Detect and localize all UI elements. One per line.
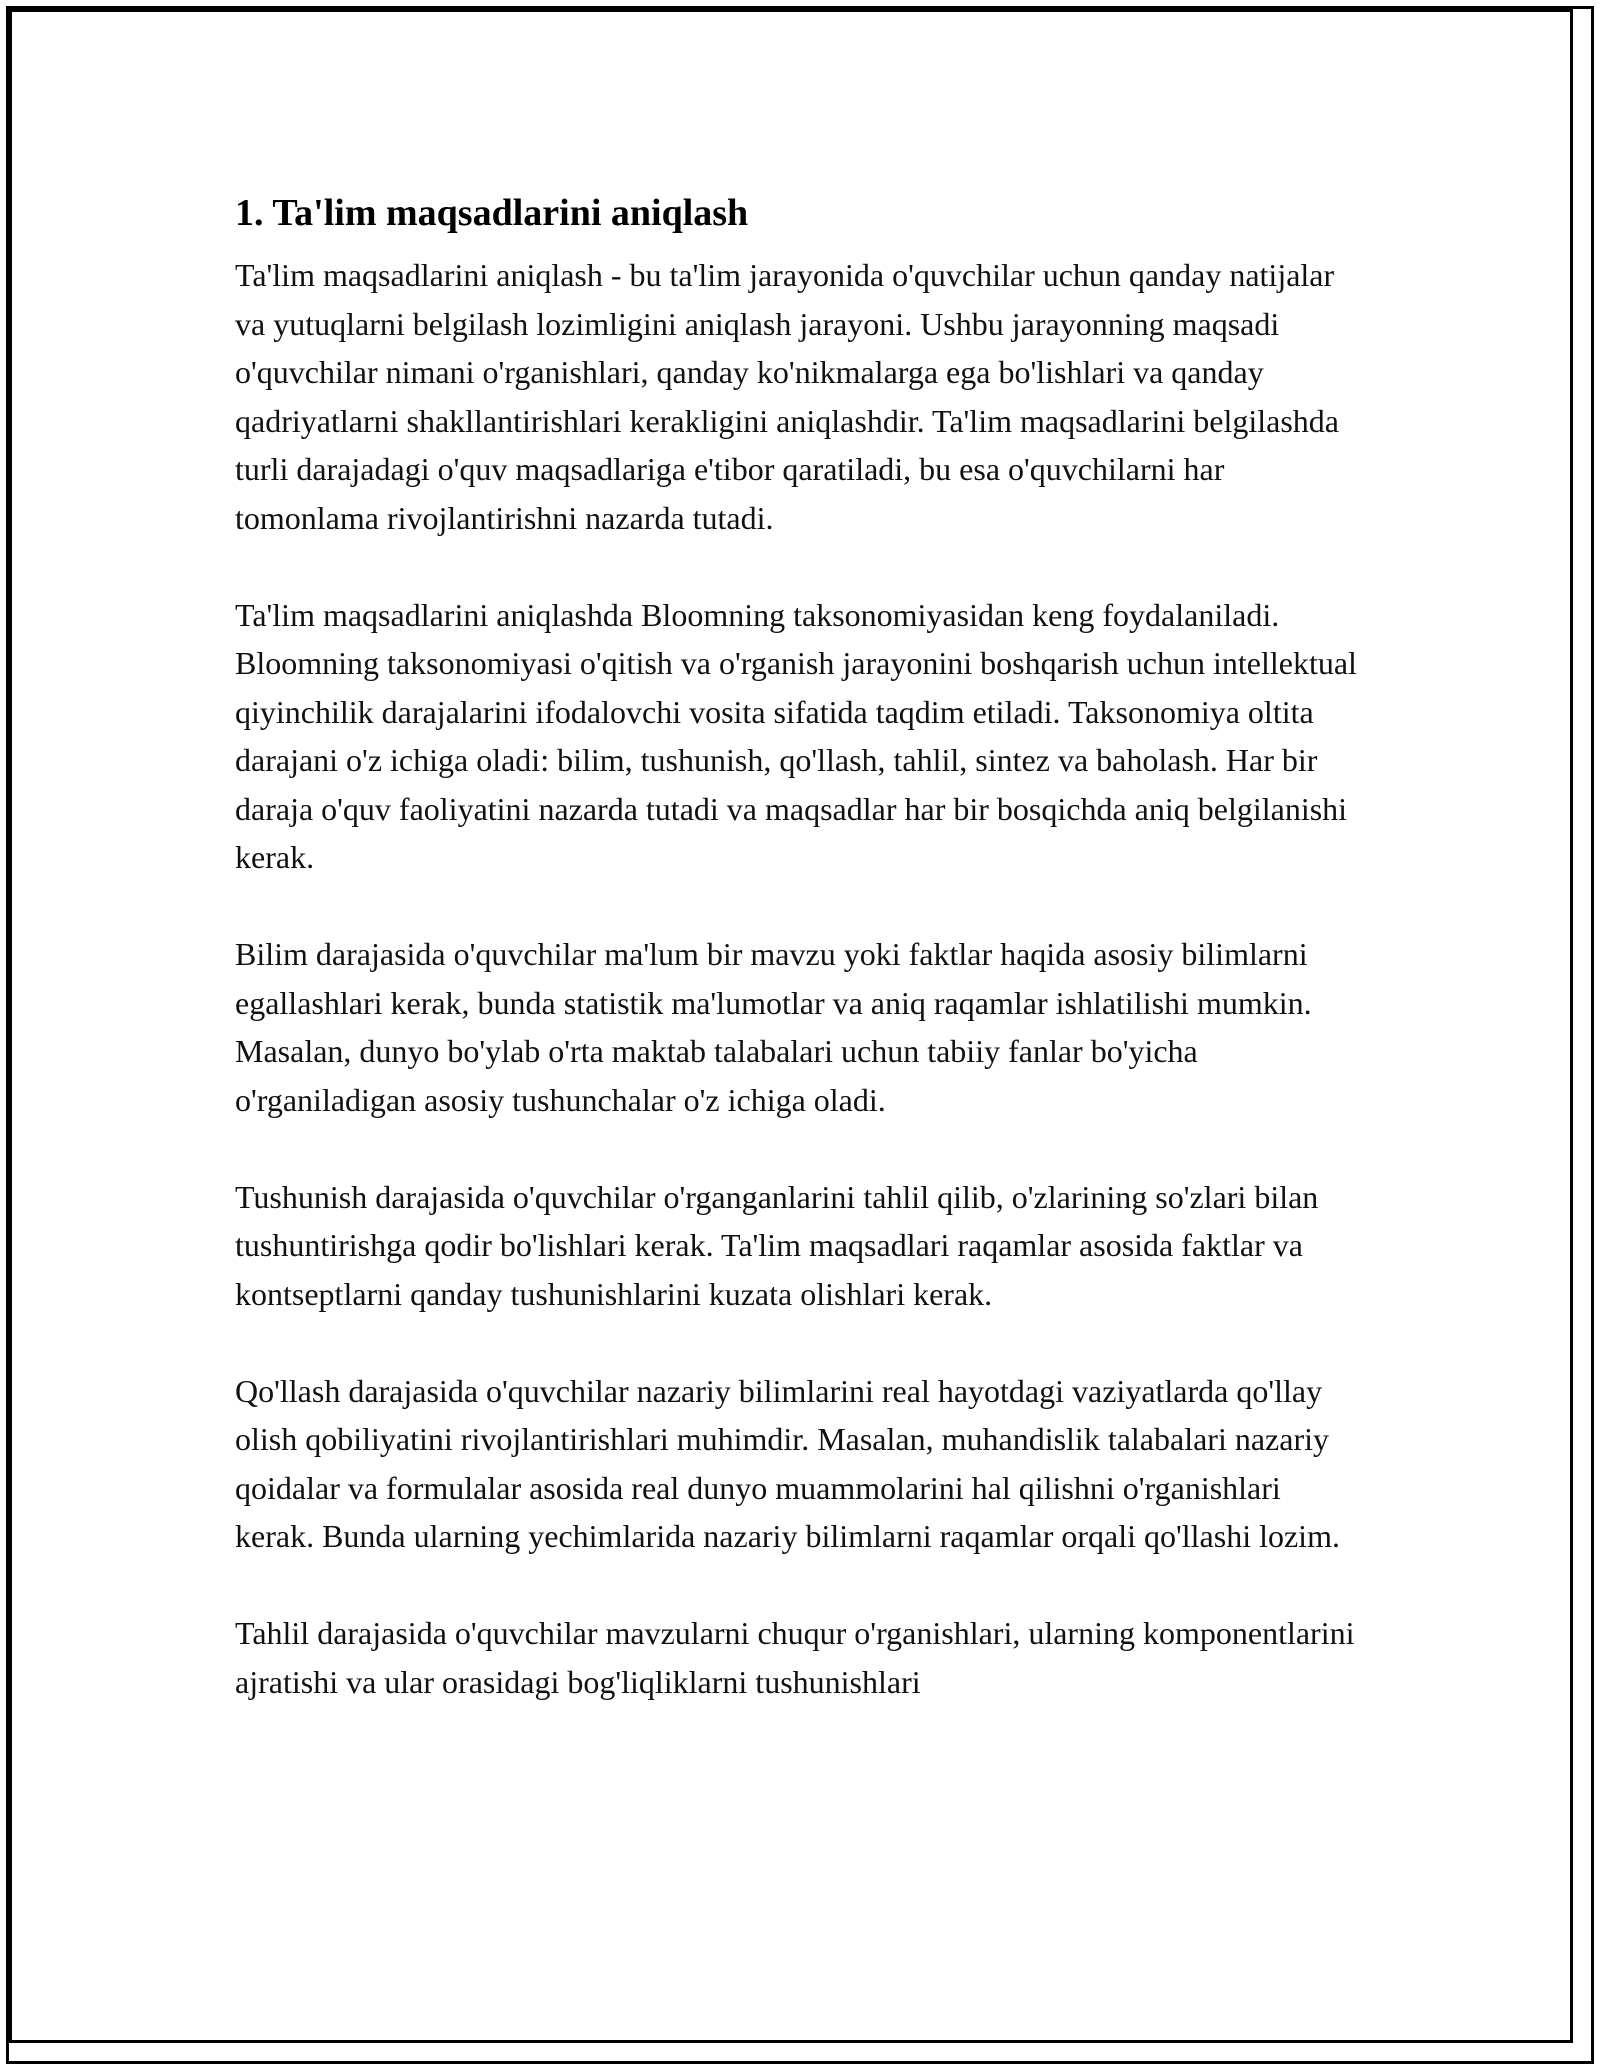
section-heading: 1. Ta'lim maqsadlarini aniqlash xyxy=(235,192,749,234)
paragraph-intro: Ta'lim maqsadlarini aniqlash - bu ta'lim jarayonida o'quvchilar uchun qanday natijalar va yutuqlarni belgilash lozimligini aniqlash jarayoni. Ushbu jarayonning maqsadi o'quvchilar nimani o'rganishlari, qanday ko'nikmalarga ega bo'lishlari va qanday qadriyatlarni shakllantirishlari kerakligini aniqlashdir. Ta'lim maqsadlarini belgilashda turli darajadagi o'quv maqsadlariga e'tibor qaratiladi, bu esa o'quvchilarni har tomonlama rivojlantirishni nazarda tutadi. xyxy=(235,257,1339,536)
paragraph-comprehension-level: Tushunish darajasida o'quvchilar o'rganganlarini tahlil qilib, o'zlarining so'zlari bilan tushuntirishga qodir bo'lishlari kerak. Ta'lim maqsadlari raqamlar asosida faktlar va kontseptlarni qanday tushunishlarini kuzata olishlari kerak. xyxy=(235,1178,1319,1312)
paragraph-bloom-taxonomy: Ta'lim maqsadlarini aniqlashda Bloomning taksonomiyasidan keng foydalaniladi. Bloomning taksonomiyasi o'qitish va o'rganish jarayonini boshqarish uchun intellektual qiyinchilik darajalarini ifodalovchi vosita sifatida taqdim etiladi. Taksonomiya oltita darajani o'z ichiga oladi: bilim, tushunish, qo'llash, tahlil, sintez va baholash. Har bir daraja o'quv faoliyatini nazarda tutadi va maqsadlar har bir bosqichda aniq belgilanishi kerak. xyxy=(235,596,1357,875)
paragraph-application-level: Qo'llash darajasida o'quvchilar nazariy bilimlarini real hayotdagi vaziyatlarda qo'llay olish qobiliyatini rivojlantirishlari muhimdir. Masalan, muhandislik talabalari nazariy qoidalar va formulalar asosida real dunyo muammolarini hal qilishni o'rganishlari kerak. Bunda ularning yechimlarida nazariy bilimlarni raqamlar orqali qo'llashi lozim. xyxy=(235,1372,1340,1554)
document-body xyxy=(235,185,1365,1755)
paragraph-analysis-level: Tahlil darajasida o'quvchilar mavzularni chuqur o'rganishlari, ularning komponentlarini ajratishi va ular orasidagi bog'liqliklarni tushunishlari xyxy=(235,1615,1355,1700)
paragraph-knowledge-level: Bilim darajasida o'quvchilar ma'lum bir mavzu yoki faktlar haqida asosiy bilimlarni egallashlari kerak, bunda statistik ma'lumotlar va aniq raqamlar ishlatilishi mumkin. Masalan, dunyo bo'ylab o'rta maktab talabalari uchun tabiiy fanlar bo'yicha o'rganiladigan asosiy tushunchalar o'z ichiga oladi. xyxy=(235,936,1312,1118)
